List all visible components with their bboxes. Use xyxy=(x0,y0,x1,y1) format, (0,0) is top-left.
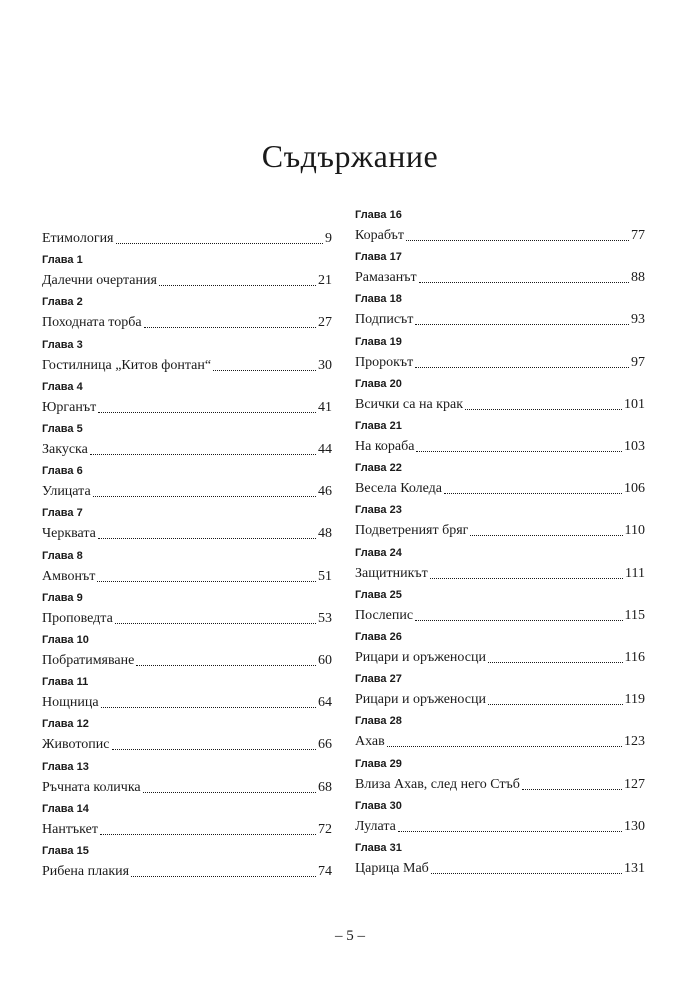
page-ref: 127 xyxy=(624,776,645,792)
toc-line xyxy=(355,518,645,540)
dot-leader xyxy=(415,620,622,621)
page-ref: 9 xyxy=(325,231,332,246)
toc-entry[interactable] xyxy=(355,629,645,667)
chapter-label: Глава 11 xyxy=(42,676,89,689)
toc-entry[interactable] xyxy=(355,545,645,583)
toc-line xyxy=(42,521,332,543)
chapter-label: Глава 24 xyxy=(355,546,402,559)
chapter-title: Подветреният бряг xyxy=(355,523,469,539)
chapter-title: Корабът xyxy=(355,228,404,243)
page-ref: 53 xyxy=(318,610,332,626)
toc-line xyxy=(42,859,332,881)
chapter-label xyxy=(42,210,332,226)
dot-leader xyxy=(100,834,316,835)
chapter-title: Защитникът xyxy=(355,565,428,581)
page-ref: 111 xyxy=(625,565,645,581)
dot-leader xyxy=(90,454,316,455)
page-ref: 51 xyxy=(318,568,332,584)
chapter-label: Глава 9 xyxy=(42,591,83,604)
dot-leader xyxy=(101,707,316,708)
toc-entry[interactable] xyxy=(42,759,332,797)
chapter-title: Послепис xyxy=(355,607,414,623)
toc-line xyxy=(42,395,332,417)
dot-leader xyxy=(159,285,316,286)
toc-entry[interactable] xyxy=(355,460,645,498)
toc-line xyxy=(355,350,645,372)
page-ref: 106 xyxy=(624,481,645,497)
toc-line xyxy=(42,732,332,754)
chapter-label: Глава 13 xyxy=(42,760,89,773)
toc-entry[interactable] xyxy=(42,379,332,417)
toc-entry[interactable] xyxy=(42,801,332,839)
page-ref: 123 xyxy=(624,734,645,750)
toc-entry[interactable] xyxy=(42,421,332,459)
toc-entry[interactable] xyxy=(42,548,332,586)
chapter-title: Походната торба xyxy=(42,315,142,331)
chapter-title: Рицари и оръженосци xyxy=(355,650,486,665)
toc-line xyxy=(355,603,645,625)
dot-leader xyxy=(430,578,623,579)
dot-leader xyxy=(465,409,622,410)
chapter-title: Влиза Ахав, след него Стъб xyxy=(355,776,520,792)
toc-line xyxy=(355,856,645,878)
dot-leader xyxy=(488,662,623,663)
toc-line xyxy=(355,223,645,245)
page-ref: 88 xyxy=(631,270,645,286)
page-number: – 5 – xyxy=(335,928,365,944)
toc-line xyxy=(355,561,645,583)
chapter-title: На кораба xyxy=(355,439,415,454)
page-ref: 60 xyxy=(318,653,332,668)
page-ref: 41 xyxy=(318,399,332,415)
toc-entry[interactable] xyxy=(355,291,645,329)
toc-entry[interactable] xyxy=(355,376,645,414)
toc-entry[interactable] xyxy=(355,798,645,836)
page-ref: 77 xyxy=(631,228,645,243)
page-ref: 21 xyxy=(318,273,332,289)
chapter-label: Глава 5 xyxy=(42,423,83,435)
chapter-title: Лулата xyxy=(355,818,396,834)
toc-entry[interactable] xyxy=(355,587,645,625)
chapter-label: Глава 21 xyxy=(355,420,402,432)
toc-line xyxy=(355,687,645,709)
toc-entry[interactable] xyxy=(355,334,645,372)
dot-leader xyxy=(97,581,316,582)
chapter-label: Глава 22 xyxy=(355,462,402,475)
toc-line xyxy=(355,729,645,751)
chapter-label: Глава 3 xyxy=(42,338,83,351)
toc-line xyxy=(355,814,645,836)
dot-leader xyxy=(116,243,324,244)
chapter-title: Закуска xyxy=(42,442,88,457)
toc-entry[interactable] xyxy=(42,210,332,248)
dot-leader xyxy=(416,451,622,452)
page-ref: 103 xyxy=(624,439,645,454)
page-ref: 48 xyxy=(318,526,332,542)
chapter-title: Далечни очертания xyxy=(42,273,157,289)
chapter-label: Глава 4 xyxy=(42,380,83,393)
dot-leader xyxy=(406,240,629,241)
dot-leader xyxy=(143,792,316,793)
toc-line xyxy=(355,645,645,667)
dot-leader xyxy=(115,623,316,624)
toc-entry[interactable] xyxy=(42,632,332,670)
chapter-title: Амвонът xyxy=(42,568,96,584)
toc-line xyxy=(355,772,645,794)
toc-entry[interactable] xyxy=(42,337,332,375)
toc-entry[interactable] xyxy=(42,590,332,628)
toc-entry[interactable] xyxy=(355,249,645,287)
dot-leader xyxy=(213,370,316,371)
chapter-label: Глава 25 xyxy=(355,588,402,601)
dot-leader xyxy=(98,538,316,539)
dot-leader xyxy=(144,327,316,328)
chapter-label: Глава 10 xyxy=(42,634,89,646)
chapter-title: Гостилница „Китов фонтан“ xyxy=(42,357,212,373)
page-ref: 97 xyxy=(631,354,645,370)
chapter-title: Ръчната количка xyxy=(42,779,141,795)
toc-line xyxy=(42,353,332,375)
chapter-title: Весела Коледа xyxy=(355,481,443,497)
chapter-label: Глава 28 xyxy=(355,715,402,728)
toc-line xyxy=(355,265,645,287)
page-ref: 119 xyxy=(624,692,645,708)
page-ref: 68 xyxy=(318,779,332,795)
chapter-title: Нантъкет xyxy=(42,821,98,837)
page-title: Съдържание xyxy=(261,138,439,174)
chapter-label: Глава 16 xyxy=(355,209,402,221)
dot-leader xyxy=(112,749,317,750)
page-ref: 130 xyxy=(624,818,645,834)
chapter-title: Ахав xyxy=(355,734,385,750)
toc-entry[interactable] xyxy=(42,674,332,712)
page-ref: 66 xyxy=(318,737,332,753)
toc-entry[interactable] xyxy=(42,463,332,501)
chapter-title: Юрганът xyxy=(42,399,97,415)
toc-line xyxy=(42,226,332,248)
toc-entry[interactable] xyxy=(42,843,332,881)
chapter-label: Глава 8 xyxy=(42,549,83,562)
dot-leader xyxy=(415,324,629,325)
toc-line xyxy=(42,690,332,712)
dot-leader xyxy=(415,367,629,368)
chapter-label: Глава 15 xyxy=(42,845,89,857)
toc-line xyxy=(355,476,645,498)
chapter-title: Рицари и оръженосци xyxy=(355,692,486,708)
dot-leader xyxy=(131,876,316,877)
chapter-title: Животопис xyxy=(42,737,110,753)
page-ref: 110 xyxy=(624,523,645,539)
chapter-title: Нощница xyxy=(42,695,99,711)
chapter-label: Глава 7 xyxy=(42,507,83,520)
chapter-title: Пророкът xyxy=(355,354,414,370)
chapter-label: Глава 20 xyxy=(355,377,402,390)
toc-entry[interactable] xyxy=(42,505,332,543)
dot-leader xyxy=(488,704,623,705)
chapter-label: Глава 18 xyxy=(355,293,402,306)
chapter-label: Глава 6 xyxy=(42,465,83,478)
page-ref: 116 xyxy=(624,650,645,665)
toc-line xyxy=(42,817,332,839)
chapter-label: Глава 23 xyxy=(355,504,402,517)
page-ref: 101 xyxy=(624,396,645,412)
page-ref: 27 xyxy=(318,315,332,331)
chapter-label: Глава 1 xyxy=(42,254,83,267)
page-ref: 30 xyxy=(318,357,332,373)
chapter-label: Глава 17 xyxy=(355,251,402,264)
toc-entry[interactable] xyxy=(355,502,645,540)
dot-leader xyxy=(522,789,622,790)
page-ref: 93 xyxy=(631,312,645,328)
chapter-title: Етимология xyxy=(42,231,114,246)
toc-line xyxy=(42,479,332,501)
dot-leader xyxy=(93,496,316,497)
chapter-title: Рамазанът xyxy=(355,270,417,286)
toc-line xyxy=(42,564,332,586)
toc-line xyxy=(355,434,645,456)
chapter-label: Глава 26 xyxy=(355,631,402,643)
chapter-title: Черквата xyxy=(42,526,96,542)
chapter-title: Побратимяване xyxy=(42,653,135,668)
dot-leader xyxy=(398,831,622,832)
toc-entry[interactable] xyxy=(355,713,645,751)
dot-leader xyxy=(470,535,622,536)
toc-line xyxy=(42,606,332,628)
chapter-title: Подписът xyxy=(355,312,414,328)
chapter-title: Проповедта xyxy=(42,610,113,626)
page-ref: 64 xyxy=(318,695,332,711)
chapter-title: Улицата xyxy=(42,484,91,500)
chapter-label: Глава 29 xyxy=(355,757,402,770)
page-ref: 131 xyxy=(624,861,645,876)
toc-entry[interactable] xyxy=(42,716,332,754)
toc-entry[interactable] xyxy=(355,418,645,456)
toc-entry[interactable] xyxy=(355,840,645,878)
chapter-title: Всички са на крак xyxy=(355,396,464,412)
chapter-title: Царица Маб xyxy=(355,861,429,876)
dot-leader xyxy=(98,412,316,413)
chapter-label: Глава 2 xyxy=(42,296,83,309)
toc-line xyxy=(355,392,645,414)
chapter-label: Глава 31 xyxy=(355,842,402,854)
dot-leader xyxy=(419,282,629,283)
toc-entry[interactable] xyxy=(42,252,332,290)
dot-leader xyxy=(136,665,316,666)
toc-entry[interactable] xyxy=(42,294,332,332)
chapter-label: Глава 30 xyxy=(355,799,402,812)
toc-line xyxy=(42,268,332,290)
toc-line xyxy=(42,437,332,459)
toc-line xyxy=(42,310,332,332)
toc-line xyxy=(42,775,332,797)
toc-entry[interactable] xyxy=(355,671,645,709)
dot-leader xyxy=(431,873,622,874)
chapter-label: Глава 14 xyxy=(42,802,89,815)
chapter-label: Глава 19 xyxy=(355,335,402,348)
chapter-label: Глава 27 xyxy=(355,673,402,686)
dot-leader xyxy=(444,493,622,494)
chapter-label: Глава 12 xyxy=(42,718,89,731)
page-ref: 44 xyxy=(318,442,332,457)
toc-line xyxy=(355,307,645,329)
toc-entry[interactable] xyxy=(355,756,645,794)
page-ref: 115 xyxy=(624,607,645,623)
page-ref: 74 xyxy=(318,864,332,879)
page-ref: 72 xyxy=(318,821,332,837)
dot-leader xyxy=(387,746,622,747)
toc-entry[interactable] xyxy=(355,207,645,245)
toc-line xyxy=(42,648,332,670)
page-ref: 46 xyxy=(318,484,332,500)
chapter-title: Рибена плакия xyxy=(42,864,130,879)
